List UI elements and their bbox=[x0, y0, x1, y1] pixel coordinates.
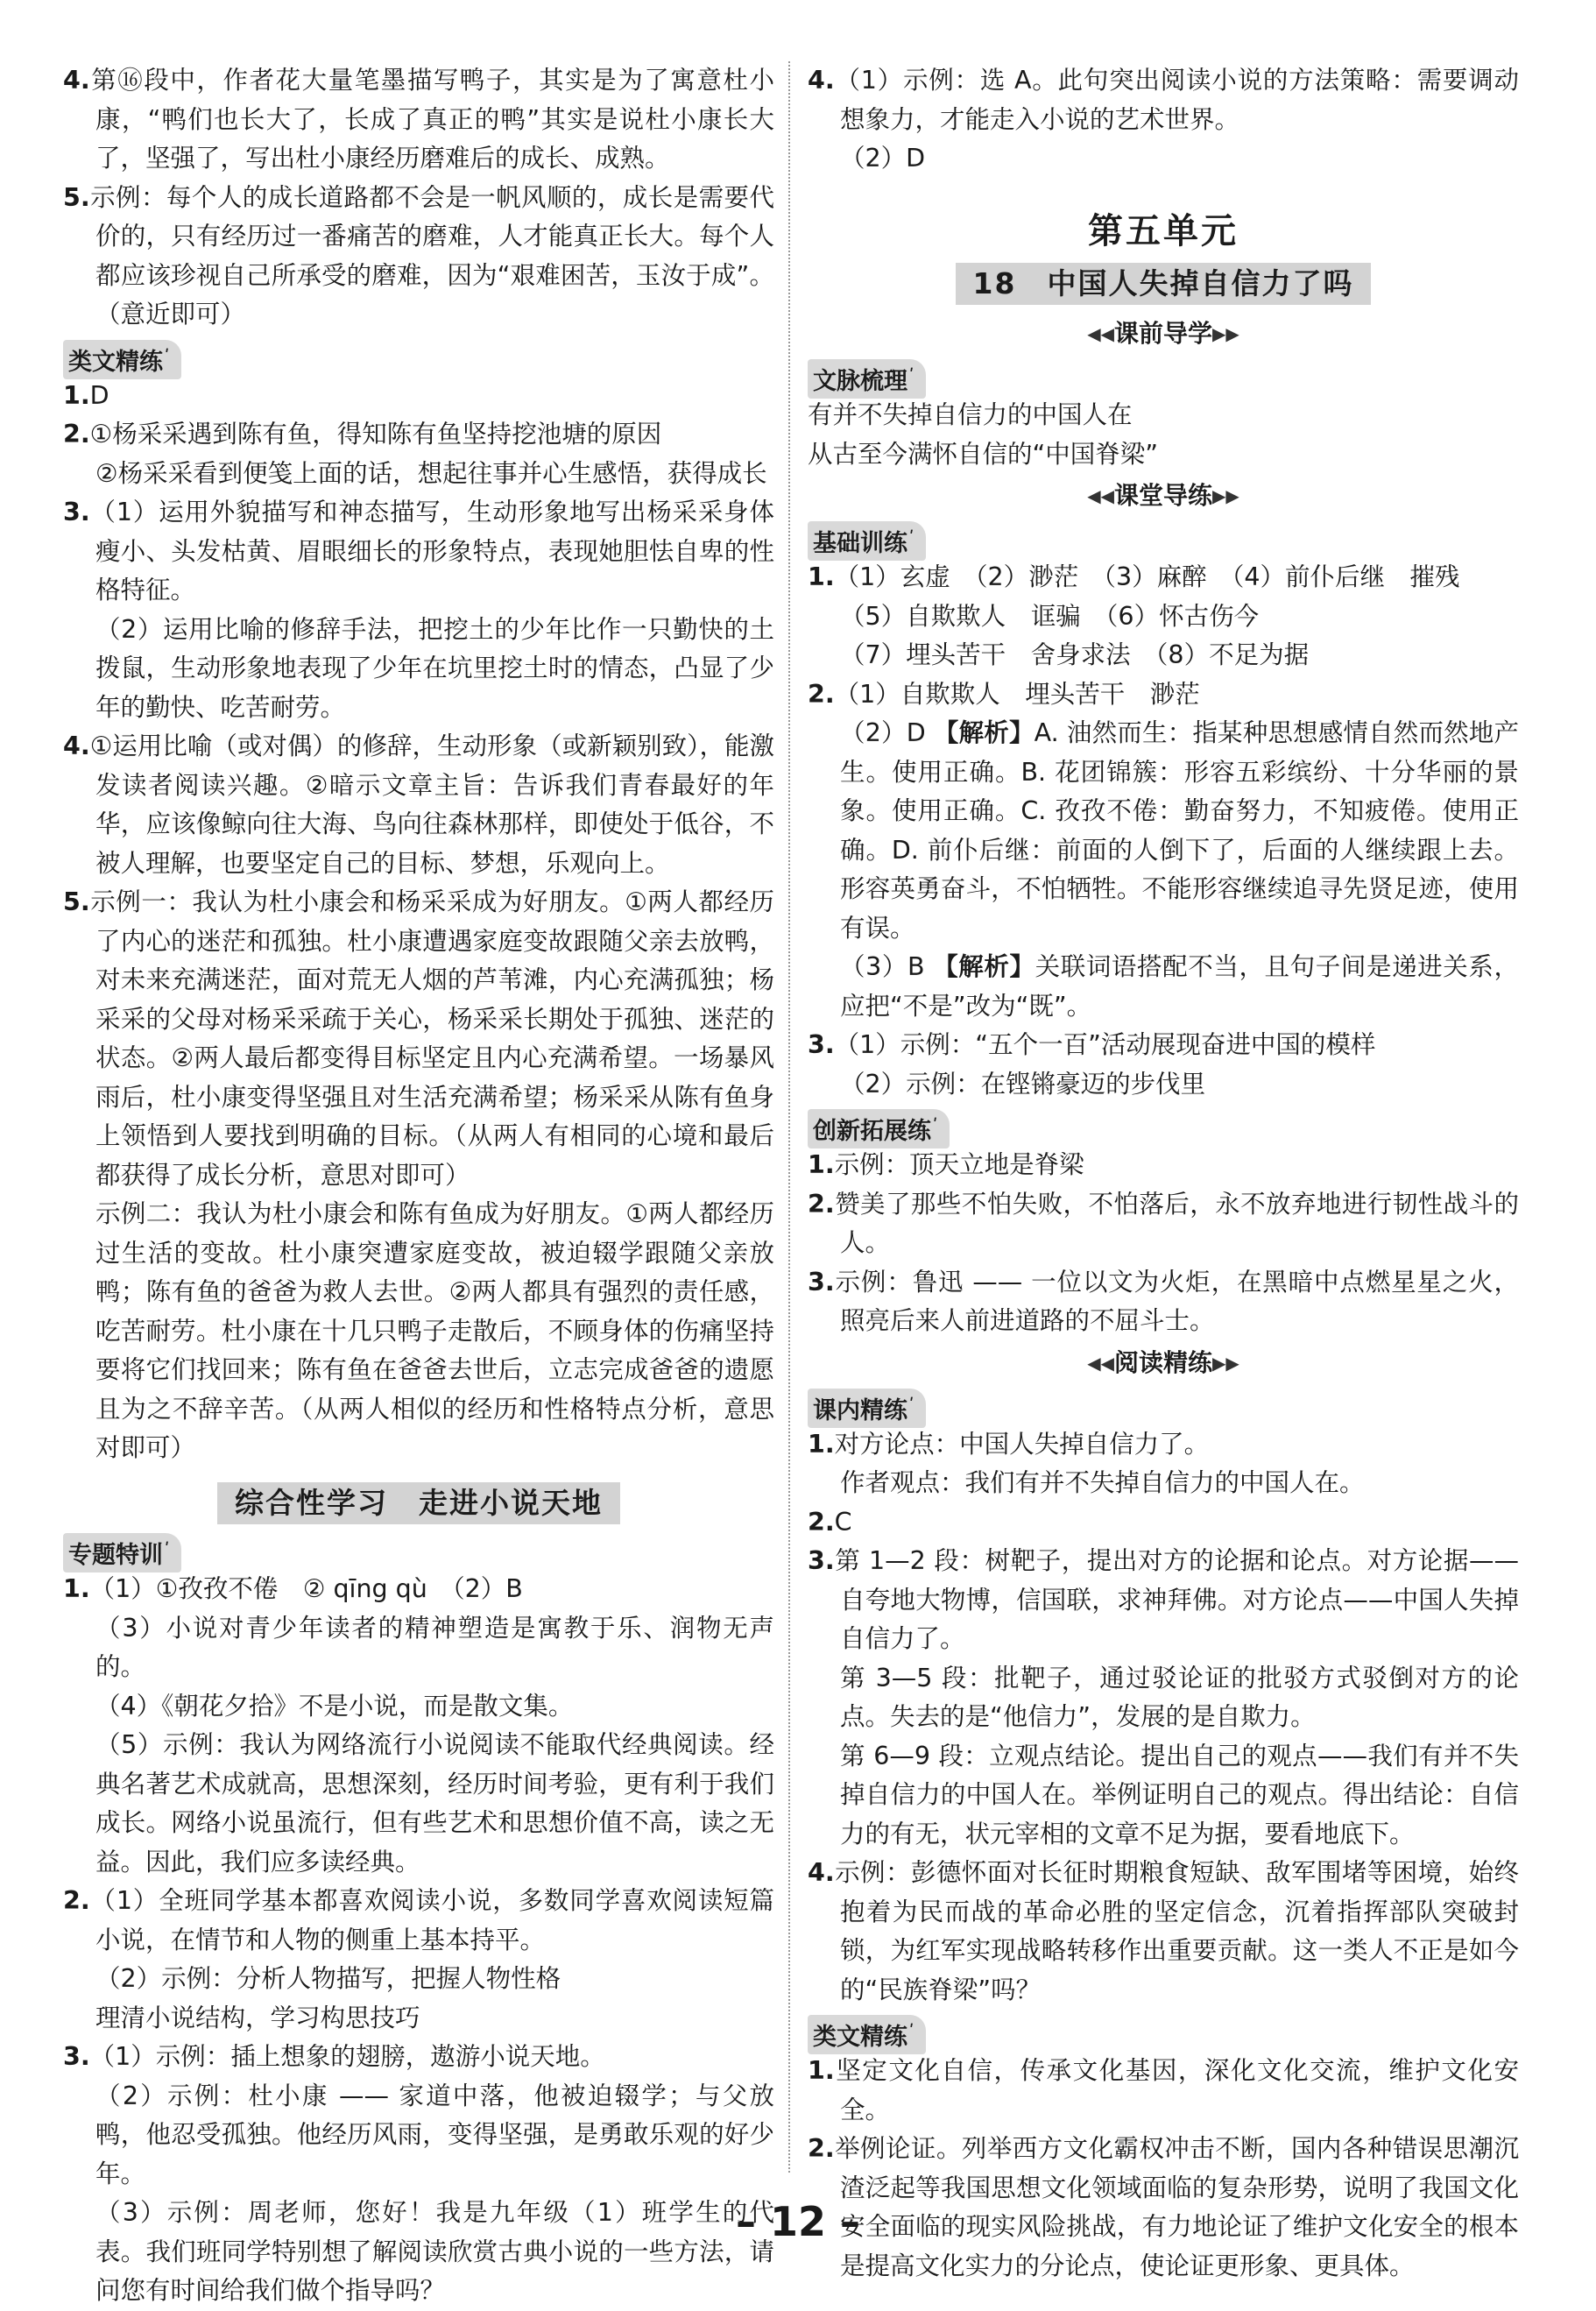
unit-title: 第五单元 bbox=[1088, 210, 1239, 251]
answer-item: 1.（1）①孜孜不倦 ② qīng qù （2）B bbox=[63, 1574, 523, 1603]
left-column bbox=[63, 61, 774, 2311]
answer-item: 1.坚定文化自信，传承文化基因，深化文化交流，维护文化安全。 bbox=[808, 2056, 1519, 2124]
right-arrow-icon: ▶▶ bbox=[1212, 485, 1239, 506]
subsection-ktdl: ◀◀课堂导练▶▶ bbox=[1087, 481, 1239, 510]
left-arrow-icon: ◀◀ bbox=[1087, 485, 1114, 506]
answer-item: 2.赞美了那些不怕失败，不怕落后，永不放弃地进行韧性战斗的人。 bbox=[808, 1189, 1519, 1257]
page-number: – 12 – bbox=[735, 2198, 861, 2245]
answer-subitem: （3）B 【解析】关联词语搭配不当，且句子间是递进关系，应把“不是”改为“既”。 bbox=[840, 952, 1519, 1021]
answer-item: 3.第 1—2 段：树靶子，提出对方的论据和论点。对方论据——自夸地大物博，信国联，求神拜佛。对方论点——中国人失掉自信力了。 bbox=[808, 1546, 1519, 1653]
lesson-banner: 18 中国人失掉自信力了吗 bbox=[808, 263, 1519, 306]
text-line: 有并不失掉自信力的中国人在 bbox=[808, 400, 1133, 429]
left-arrow-icon: ◀◀ bbox=[1087, 323, 1114, 344]
answer-item: 4.①运用比喻（或对偶）的修辞，生动形象（或新颖别致），能激发读者阅读兴趣。②暗示文章主旨：告诉我们青春最好的年华，应该像鲸向往大海、鸟向往森林那样，即使处于低谷，不被人理解，也要坚定自己的目标、梦想，乐观向上。 bbox=[63, 731, 774, 878]
section-header-zhuanti: 专题特训 ʹ bbox=[63, 1533, 774, 1568]
banner-zonghexing: 综合性学习 走进小说天地 bbox=[63, 1482, 774, 1525]
answer-subitem: （2）示例：杜小康 —— 家道中落，他被迫辍学；与父放鸭，他忍受孤独。他经历风雨，变得坚强，是勇敢乐观的好少年。 bbox=[95, 2081, 774, 2188]
answer-subitem: （2）D 【解析】A. 油然而生：指某种思想感情自然而然地产生。使用正确。B. 花团锦簇：形容五彩缤纷、十分华丽的景象。使用正确。C. 孜孜不倦：勤奋努力，不知疲倦。使用正确。D. 前仆后继：前面的人倒下了，后面的人继续跟上去。形容英勇奋斗，不怕牺牲。不能形容继续追寻先贤足迹，使用有误。 bbox=[840, 718, 1519, 943]
section-header-jichu: 基础训练 ʹ bbox=[808, 521, 1519, 556]
answer-item: 2.（1）全班同学基本都喜欢阅读小说，多数同学喜欢阅读短篇小说，在情节和人物的侧重上基本持平。 bbox=[63, 1886, 774, 1954]
answer-item: 3.（1）运用外貌描写和神态描写，生动形象地写出杨采采身体瘦小、头发枯黄、眉眼细长的形象特点，表现她胆怯自卑的性格特征。 bbox=[63, 498, 774, 604]
answer-item: 5.示例一：我认为杜小康会和杨采采成为好朋友。①两人都经历了内心的迷茫和孤独。杜小康遭遇家庭变故跟随父亲去放鸭，对未来充满迷茫，面对荒无人烟的芦苇滩，内心充满孤独；杨采采的父母对杨采采疏于关心，杨采采长期处于孤独、迷茫的状态。②两人最后都变得目标坚定且内心充满希望。一场暴风雨后，杜小康变得坚强且对生活充满希望；杨采采从陈有鱼身上领悟到人要找到明确的目标。（从两人有相同的心境和最后都获得了成长分析，意思对即可） bbox=[63, 887, 774, 1190]
answer-subitem: 作者观点：我们有并不失掉自信力的中国人在。 bbox=[840, 1468, 1365, 1497]
section-header-wenmai: 文脉梳理 ʹ bbox=[808, 359, 1519, 394]
answer-item: 1.D bbox=[63, 380, 109, 410]
answer-item: 3.（1）示例：“五个一百”活动展现奋进中国的模样 bbox=[808, 1030, 1376, 1059]
section-header-chuangxin: 创新拓展练 ʹ bbox=[808, 1109, 1519, 1144]
answer-item: 2.①杨采采遇到陈有鱼，得知陈有鱼坚持挖池塘的原因 bbox=[63, 420, 662, 449]
answer-item: 4.第⑯段中，作者花大量笔墨描写鸭子，其实是为了寓意杜小康，“鸭们也长大了，长成了真正的鸭”其实是说杜小康长大了，坚强了，写出杜小康经历磨难后的成长、成熟。 bbox=[63, 66, 774, 173]
right-arrow-icon: ▶▶ bbox=[1212, 323, 1239, 344]
subsection-ydjl: ◀◀阅读精练▶▶ bbox=[1087, 1347, 1239, 1377]
answer-subitem: 第 3—5 段：批靶子，通过驳论证的批驳方式驳倒对方的论点。失去的是“他信力”，发展的是自欺力。 bbox=[840, 1663, 1519, 1731]
answer-subitem: （2）运用比喻的修辞手法，把挖土的少年比作一只勤快的土拨鼠，生动形象地表现了少年在坑里挖土时的情态，凸显了少年的勤快、吃苦耐劳。 bbox=[95, 614, 774, 722]
answer-item: 2.C bbox=[808, 1507, 852, 1537]
answer-subitem: 理清小说结构，学习构思技巧 bbox=[95, 2003, 420, 2032]
section-header-leiwen: 类文精练 ʹ bbox=[808, 2015, 1519, 2050]
answer-subitem: （3）示例：周老师，您好！我是九年级（1）班学生的代表。我们班同学特别想了解阅读欣赏古典小说的一些方法，请问您有时间给我们做个指导吗？ bbox=[95, 2198, 774, 2305]
right-arrow-icon: ▶▶ bbox=[1212, 1352, 1239, 1374]
answer-item: 4.示例：彭德怀面对长征时期粮食短缺、敌军围堵等困境，始终抱着为民而战的革命必胜的坚定信念，沉着指挥部队突破封锁，为红军实现战略转移作出重要贡献。这一类人不正是如今的“民族脊梁”吗？ bbox=[808, 1858, 1519, 2004]
answer-subitem: ②杨采采看到便笺上面的话，想起往事并心生感悟，获得成长 bbox=[95, 458, 767, 488]
answer-subitem: 第 6—9 段：立观点结论。提出自己的观点——我们有并不失掉自信力的中国人在。举例证明自己的观点。得出结论：自信力的有无，状元宰相的文章不足为据，要看地底下。 bbox=[840, 1741, 1519, 1848]
answer-item: 5.示例：每个人的成长道路都不会是一帆风顺的，成长是需要代价的，只有经历过一番痛苦的磨难，人才能真正长大。每个人都应该珍视自己所承受的磨难，因为“艰难困苦，玉汝于成”。（意近即可） bbox=[63, 182, 774, 329]
answer-item: 2.举例论证。列举西方文化霸权冲击不断，国内各种错误思潮沉渣泛起等我国思想文化领域面临的复杂形势，说明了我国文化安全面临的现实风险挑战，有力地论证了维护文化安全的根本是提高文化实力的分论点，使论证更形象、更具体。 bbox=[808, 2134, 1519, 2280]
answer-item: 2.（1）自欺欺人 埋头苦干 渺茫 bbox=[808, 679, 1200, 709]
answer-item: 1.对方论点：中国人失掉自信力了。 bbox=[808, 1429, 1210, 1459]
left-arrow-icon: ◀◀ bbox=[1087, 1352, 1114, 1374]
answer-subitem: （2）D bbox=[840, 144, 926, 173]
answer-item: 1.（1）玄虚 （2）渺茫 （3）麻醉 （4）前仆后继 摧残 bbox=[808, 562, 1460, 591]
answer-item: 1.示例：顶天立地是脊梁 bbox=[808, 1150, 1084, 1179]
answer-subitem: （2）示例：分析人物描写，把握人物性格 bbox=[95, 1964, 561, 1993]
answer-subitem: （5）示例：我认为网络流行小说阅读不能取代经典阅读。经典名著艺术成就高，思想深刻，经历时间考验，更有利于我们成长。网络小说虽流行，但有些艺术和思想价值不高，读之无益。因此，我们应多读经典。 bbox=[95, 1730, 774, 1876]
answer-item: 4.（1）示例：选 A。此句突出阅读小说的方法策略：需要调动想象力，才能走入小说的艺术世界。 bbox=[808, 66, 1519, 134]
answer-subitem: （7）埋头苦干 舍身求法 （8）不足为据 bbox=[840, 640, 1310, 669]
text-line: 从古至今满怀自信的“中国脊梁” bbox=[808, 439, 1159, 469]
answer-item: 3.示例：鲁迅 —— 一位以文为火炬，在黑暗中点燃星星之火，照亮后来人前进道路的不屈斗士。 bbox=[808, 1267, 1519, 1335]
column-divider bbox=[788, 61, 790, 2173]
answer-subitem: 示例二：我认为杜小康会和陈有鱼成为好朋友。①两人都经历过生活的变故。杜小康突遭家庭变故，被迫辍学跟随父亲放鸭；陈有鱼的爸爸为救人去世。②两人都具有强烈的责任感，吃苦耐劳。杜小康在十几只鸭子走散后，不顾身体的伤痛坚持要将它们找回来；陈有鱼在爸爸去世后，立志完成爸爸的遗愿且为之不辞辛苦。（从两人相似的经历和性格特点分析，意思对即可） bbox=[95, 1199, 774, 1462]
answer-subitem: （2）示例：在铿锵豪迈的步伐里 bbox=[840, 1069, 1206, 1099]
answer-subitem: （4）《朝花夕拾》不是小说，而是散文集。 bbox=[95, 1691, 574, 1721]
answer-item: 3.（1）示例：插上想象的翅膀，遨游小说天地。 bbox=[63, 2042, 605, 2071]
answer-subitem: （5）自欺欺人 诓骗 （6）怀古伤今 bbox=[840, 601, 1260, 631]
subsection-kqdx: ◀◀课前导学▶▶ bbox=[1087, 319, 1239, 348]
answer-subitem: （3）小说对青少年读者的精神塑造是寓教于乐、润物无声的。 bbox=[95, 1613, 774, 1681]
section-header-kenei: 课内精练 ʹ bbox=[808, 1389, 1519, 1424]
right-column bbox=[808, 61, 1519, 2286]
section-header-leiwen: 类文精练 ʹ bbox=[63, 340, 774, 375]
